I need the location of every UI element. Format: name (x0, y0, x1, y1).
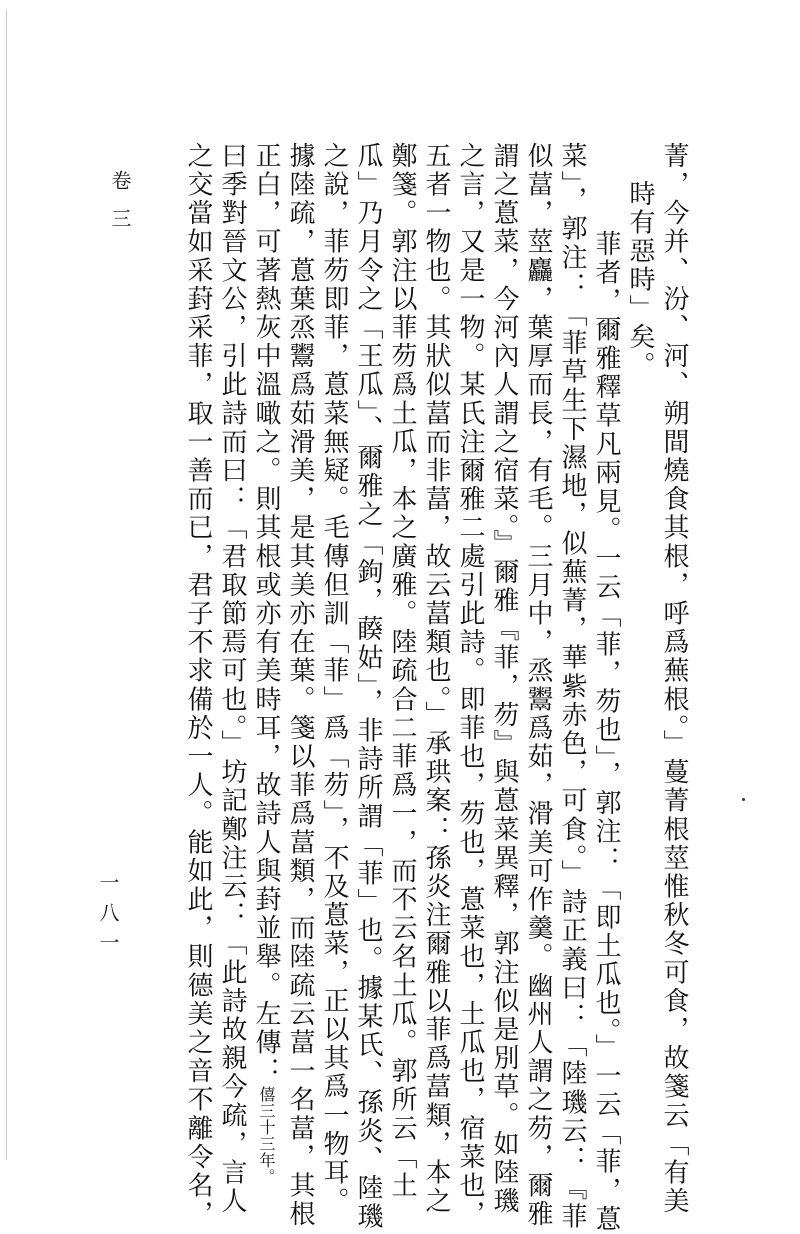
text-column-12: 據陸疏，蒠葉烝鬻爲茹滑美，是其美亦在葉。箋以菲爲葍類，而陸疏云葍一名葍，其根 (285, 142, 315, 1229)
page-number: 一八一 (96, 872, 120, 962)
text-column-13-body: 正白，可著熱灰中溫噉之。則其根或亦有美時耳，故詩人與葑並舉。左傳： (251, 142, 281, 1086)
text-column-7: 之言，又是一物。某氏注爾雅二處引此詩。即菲也，芴也，蒠菜也，土瓜也，宿菜也， (455, 142, 485, 1229)
text-column-2: 時有惡時」矣。 (625, 180, 655, 381)
scan-speck (742, 798, 745, 801)
text-column-5: 似葍，莖麤，葉厚而長，有毛。三月中，烝鬻爲茹，滑美可作羹。幽州人謂之芴，爾雅 (523, 142, 553, 1229)
text-column-15: 之交當如采葑采菲，取一善而已，君子不求備於一人。能如此，則德美之音不離令名， (183, 142, 213, 1229)
text-column-3: 菲者，爾雅釋草凡兩見。一云「菲，芴也」，郭注：「即土瓜也。」一云「菲，蒠 (591, 230, 621, 1234)
text-column-9: 鄭箋。郭注以菲芴爲土瓜，本之廣雅。陸疏合二菲爲一，而不云名土瓜。郭所云「土 (387, 142, 417, 1201)
page-border (6, 10, 7, 1160)
text-column-11: 之說，菲芴即菲，蒠菜無疑。毛傳但訓「菲」爲「芴」，不及蒠菜，正以其爲一物耳。 (319, 142, 349, 1216)
text-column-6: 謂之蒠菜，今河內人謂之宿菜。』爾雅『菲，芴』與蒠菜異釋，郭注似是別草。如陸璣 (489, 142, 519, 1216)
running-header: 卷三 (108, 170, 132, 246)
text-column-14: 曰季對晉文公，引此詩而曰：「君取節焉可也。」坊記鄭注云：「此詩故親今疏，言人 (217, 142, 247, 1216)
text-column-4: 菜」，郭注：「菲草生下濕地，似蕪菁，華紫赤色，可食。」詩正義曰：「陸璣云：『菲 (557, 142, 587, 1232)
text-column-13 (250, 142, 282, 1185)
text-column-1: 菁，今并、汾、河、朔間燒食其根，呼爲蕪根。」蔓菁根莖惟秋冬可食，故箋云「有美 (659, 142, 689, 1216)
text-column-10: 瓜」乃月令之「王瓜」、爾雅之「鉤，藈姑」，非詩所謂「菲」也。據某氏、孫炎、陸璣 (353, 142, 383, 1232)
zuozhuan-citation-note: 僖三十三年。 (257, 1085, 276, 1185)
text-column-8: 五者一物也。其狀似葍而非葍，故云葍類也。」承珙案：孫炎注爾雅以菲爲葍類，本之 (421, 142, 451, 1216)
